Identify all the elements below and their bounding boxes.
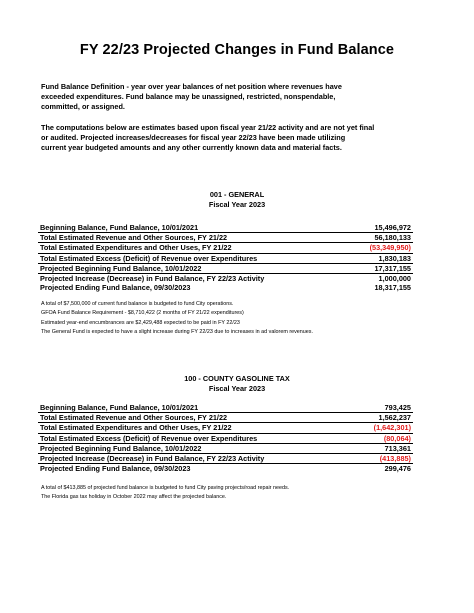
table-row [38,283,413,292]
row-amount: 1,830,183 [351,253,413,263]
fund-table-gasoline-tax [38,403,413,473]
fund-table-general [38,223,413,292]
row-amount: 793,425 [356,403,413,413]
row-label: Projected Ending Fund Balance, 09/30/2023 [40,464,191,474]
computation-line: current year budgeted amounts and any other currently known data and material facts. [41,143,342,153]
table-row [38,423,413,433]
table-row [38,263,413,273]
row-amount: 713,361 [356,443,413,453]
fund-notes-gasoline-tax [41,484,441,503]
note-line: The General Fund is expected to have a slight increase during FY 22/23 due to increases in ad valorem revenues. [41,328,313,335]
row-label: Projected Ending Fund Balance, 09/30/2023 [40,283,191,293]
row-label: Total Estimated Expenditures and Other Uses, FY 21/22 [38,243,351,253]
fund-notes-general [41,300,441,337]
row-label: Total Estimated Revenue and Other Sources, FY 21/22 [38,233,351,243]
fund-balance-definition [41,82,441,113]
table-row [38,433,413,443]
row-amount: 17,317,155 [351,263,413,273]
note-line: GFOA Fund Balance Requirement - $8,710,422 (2 months of FY 21/22 expenditures) [41,310,244,317]
row-amount: 1,562,237 [356,413,413,423]
table-row [38,243,413,253]
table-row [38,464,413,474]
definition-line: committed, or assigned. [41,102,125,112]
table-row [38,454,413,464]
row-amount: 56,180,133 [351,233,413,243]
row-amount: 15,496,972 [351,223,413,233]
row-amount-negative: (80,064) [356,433,413,443]
table-row [38,413,413,423]
definition-line: Fund Balance Definition - year over year balances of net position where revenues have [41,82,342,91]
row-label: Beginning Balance, Fund Balance, 10/01/2021 [38,403,356,413]
page-title: FY 22/23 Projected Changes in Fund Balance [79,42,395,58]
table-row [38,403,413,413]
row-label: Total Estimated Expenditures and Other Uses, FY 21/22 [38,423,356,433]
fund-name: 100 - COUNTY GASOLINE TAX [184,374,290,383]
table-row [38,223,413,233]
row-label: Total Estimated Excess (Deficit) of Revenue over Expenditures [38,253,351,263]
row-label: Beginning Balance, Fund Balance, 10/01/2021 [38,223,351,233]
fund-header-general [0,190,474,209]
row-label: Total Estimated Excess (Deficit) of Revenue over Expenditures [38,433,356,443]
row-label: Projected Increase (Decrease) in Fund Balance, FY 22/23 Activity [38,454,356,464]
computation-line: or audited. Projected increases/decreases for fiscal year 22/23 have been made utilizing [41,133,346,143]
row-label: Projected Beginning Fund Balance, 10/01/2022 [38,263,351,273]
table-row [38,253,413,263]
row-amount-negative: (413,885) [356,454,413,464]
note-line: Estimated year-end encumbrances are $2,429,488 expected to be paid in FY 22/23 [41,319,240,326]
fund-header-gasoline-tax [0,374,474,393]
computation-line: The computations below are estimates based upon fiscal year 21/22 activity and are not yet final [41,123,375,132]
fund-name: 001 - GENERAL [209,190,265,199]
computation-note [41,123,441,154]
row-amount: 1,000,000 [378,274,411,284]
fund-fiscal-year: Fiscal Year 2023 [208,383,266,393]
table-row [38,443,413,453]
row-amount: 18,317,155 [374,283,411,293]
row-label: Total Estimated Revenue and Other Sources, FY 21/22 [38,413,356,423]
note-line: A total of $7,500,000 of current fund balance is budgeted to fund City operations. [41,301,234,307]
row-label: Projected Beginning Fund Balance, 10/01/2022 [38,443,356,453]
row-amount-negative: (1,642,301) [356,423,413,433]
row-amount: 299,476 [384,464,411,474]
fund-fiscal-year: Fiscal Year 2023 [208,199,266,209]
definition-line: exceeded expenditures. Fund balance may be unassigned, restricted, nonspendable, [41,92,336,102]
note-line: A total of $413,885 of projected fund balance is budgeted to fund City paving projects/road repair needs. [41,485,290,491]
note-line: The Florida gas tax holiday in October 2022 may affect the projected balance. [41,494,227,501]
row-label: Projected Increase (Decrease) in Fund Balance, FY 22/23 Activity [40,274,265,284]
row-amount-negative: (53,349,950) [351,243,413,253]
table-row [38,274,413,284]
table-row [38,233,413,243]
